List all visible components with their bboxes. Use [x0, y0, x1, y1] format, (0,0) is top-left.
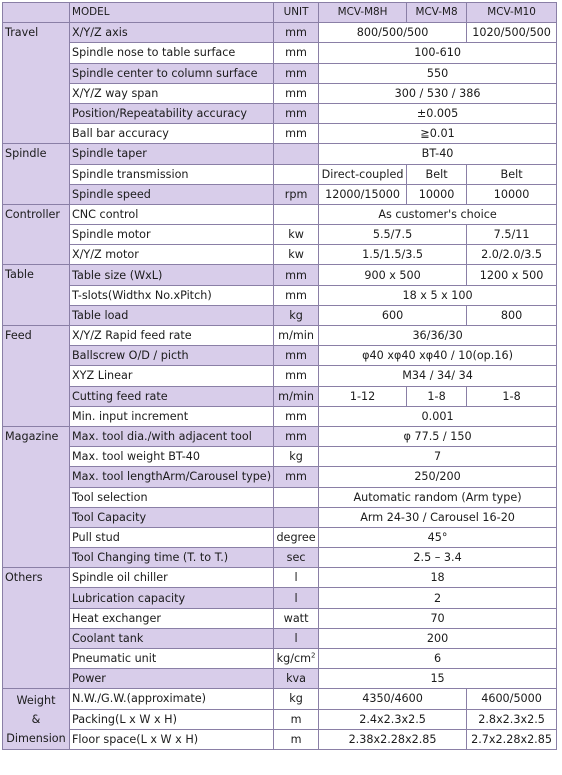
value-cell: 1-8: [467, 386, 557, 406]
item-label: Tool selection: [70, 487, 274, 507]
unit-cell: [274, 729, 319, 749]
item-label: Cutting feed rate: [70, 386, 274, 406]
item-label: Spindle speed: [70, 184, 274, 204]
spec-row: [3, 63, 557, 83]
group-controller: Controller: [3, 204, 70, 265]
value-cell: Arm 24-30 / Carousel 16-20: [319, 507, 557, 527]
unit-cell: [274, 245, 319, 265]
item-label: Spindle taper: [70, 144, 274, 164]
header-model: MODEL: [70, 3, 274, 23]
item-label: Lubrication capacity: [70, 588, 274, 608]
spec-row: [3, 43, 557, 63]
spec-row: [3, 447, 557, 467]
unit-cell: [274, 83, 319, 103]
value-cell: 70: [319, 608, 557, 628]
spec-row: [3, 225, 557, 245]
spec-row: [3, 184, 557, 204]
spec-row: [3, 406, 557, 426]
spec-row: [3, 144, 557, 164]
unit-cell: [274, 649, 319, 669]
item-label: Spindle transmission: [70, 164, 274, 184]
unit-superscript: 2: [311, 651, 316, 660]
unit-cell: [274, 23, 319, 43]
unit-cell: [274, 204, 319, 224]
unit-text: mm: [285, 288, 307, 302]
spec-row: [3, 669, 557, 689]
unit-cell: [274, 144, 319, 164]
value-cell: 2.38x2.28x2.85: [319, 729, 467, 749]
unit-text: mm: [285, 268, 307, 282]
spec-row: [3, 709, 557, 729]
unit-text: mm: [285, 349, 307, 363]
unit-cell: [274, 568, 319, 588]
value-cell: φ 77.5 / 150: [319, 426, 557, 446]
value-cell: 800/500/500: [319, 23, 467, 43]
spec-row: [3, 326, 557, 346]
value-cell: 250/200: [319, 467, 557, 487]
item-label: Heat exchanger: [70, 608, 274, 628]
value-cell: Belt: [407, 164, 467, 184]
unit-cell: [274, 265, 319, 285]
value-cell: 4600/5000: [467, 689, 557, 709]
item-label: Floor space(L x W x H): [70, 729, 274, 749]
item-label: Table size (WxL): [70, 265, 274, 285]
value-cell: 2.5 – 3.4: [319, 548, 557, 568]
value-cell: 550: [319, 63, 557, 83]
spec-row: [3, 588, 557, 608]
item-label: Pull stud: [70, 527, 274, 547]
unit-text: kg: [289, 450, 303, 464]
value-cell: 1020/500/500: [467, 23, 557, 43]
item-label: T-slots(Widthx No.xPitch): [70, 285, 274, 305]
item-label: Max. tool dia./with adjacent tool: [70, 426, 274, 446]
value-cell: 0.001: [319, 406, 557, 426]
value-cell: M34 / 34/ 34: [319, 366, 557, 386]
unit-text: l: [294, 631, 298, 645]
spec-row: [3, 729, 557, 749]
unit-text: mm: [285, 46, 307, 60]
item-label: X/Y/Z axis: [70, 23, 274, 43]
header-unit: UNIT: [274, 3, 319, 23]
value-cell: 12000/15000: [319, 184, 407, 204]
item-label: X/Y/Z way span: [70, 83, 274, 103]
unit-text: kw: [288, 228, 304, 242]
unit-cell: [274, 689, 319, 709]
value-cell: 1.5/1.5/3.5: [319, 245, 467, 265]
value-cell: 2: [319, 588, 557, 608]
group-weight-line: &: [31, 712, 41, 726]
spec-table-body: [3, 3, 557, 750]
unit-cell: [274, 487, 319, 507]
item-label: Ballscrew O/D / picth: [70, 346, 274, 366]
spec-row: [3, 426, 557, 446]
unit-text: m: [290, 712, 302, 726]
spec-row: [3, 366, 557, 386]
value-cell: 36/36/30: [319, 326, 557, 346]
value-cell: 18 x 5 x 100: [319, 285, 557, 305]
unit-cell: [274, 164, 319, 184]
unit-text: rpm: [284, 187, 308, 201]
unit-cell: [274, 588, 319, 608]
value-cell: 100-610: [319, 43, 557, 63]
unit-text: kg/cm: [276, 652, 312, 666]
spec-row: [3, 164, 557, 184]
unit-text: m/min: [278, 329, 314, 343]
unit-cell: [274, 669, 319, 689]
item-label: Tool Changing time (T. to T.): [70, 548, 274, 568]
value-cell: 900 x 500: [319, 265, 467, 285]
group-weight-line: Dimension: [6, 731, 66, 745]
spec-row: [3, 204, 557, 224]
unit-cell: [274, 225, 319, 245]
unit-text: m/min: [278, 389, 314, 403]
unit-cell: [274, 124, 319, 144]
unit-cell: [274, 326, 319, 346]
item-label: Ball bar accuracy: [70, 124, 274, 144]
unit-cell: [274, 63, 319, 83]
spec-row: [3, 568, 557, 588]
unit-cell: [274, 709, 319, 729]
value-cell: 2.7x2.28x2.85: [467, 729, 557, 749]
header-model-3: MCV-M10: [467, 3, 557, 23]
item-label: Position/Repeatability accuracy: [70, 103, 274, 123]
item-label: Spindle center to column surface: [70, 63, 274, 83]
header-model-1: MCV-M8H: [319, 3, 407, 23]
item-label: Spindle nose to table surface: [70, 43, 274, 63]
value-cell: Direct-coupled: [319, 164, 407, 184]
unit-text: mm: [285, 409, 307, 423]
unit-cell: [274, 548, 319, 568]
value-cell: 300 / 530 / 386: [319, 83, 557, 103]
item-label: Tool Capacity: [70, 507, 274, 527]
unit-cell: [274, 426, 319, 446]
value-cell: 10000: [467, 184, 557, 204]
spec-row: [3, 548, 557, 568]
unit-text: kg: [289, 692, 303, 706]
value-cell: 2.4x2.3x2.5: [319, 709, 467, 729]
spec-row: [3, 507, 557, 527]
unit-cell: [274, 43, 319, 63]
unit-text: mm: [285, 369, 307, 383]
group-weight-line: Weight: [16, 693, 56, 707]
value-cell: 2.0/2.0/3.5: [467, 245, 557, 265]
item-label: Packing(L x W x H): [70, 709, 274, 729]
header-model-2: MCV-M8: [407, 3, 467, 23]
item-label: X/Y/Z motor: [70, 245, 274, 265]
group-weight: [3, 689, 70, 750]
unit-text: kg: [289, 308, 303, 322]
group-others: Others: [3, 568, 70, 689]
item-label: Max. tool lengthArm/Carousel type): [70, 467, 274, 487]
item-label: Power: [70, 669, 274, 689]
item-label: N.W./G.W.(approximate): [70, 689, 274, 709]
item-label: Coolant tank: [70, 628, 274, 648]
group-travel: Travel: [3, 23, 70, 144]
unit-cell: [274, 346, 319, 366]
spec-row: [3, 305, 557, 325]
unit-text: degree: [276, 530, 316, 544]
spec-row: [3, 346, 557, 366]
value-cell: 1-8: [407, 386, 467, 406]
header-row: [3, 3, 557, 23]
unit-cell: [274, 467, 319, 487]
item-label: Pneumatic unit: [70, 649, 274, 669]
item-label: CNC control: [70, 204, 274, 224]
group-feed: Feed: [3, 326, 70, 427]
item-label: Table load: [70, 305, 274, 325]
unit-cell: [274, 366, 319, 386]
value-cell: 45°: [319, 527, 557, 547]
spec-row: [3, 103, 557, 123]
unit-text: mm: [285, 470, 307, 484]
group-magazine: Magazine: [3, 426, 70, 567]
value-cell: 1200 x 500: [467, 265, 557, 285]
value-cell: 600: [319, 305, 467, 325]
value-cell: 200: [319, 628, 557, 648]
unit-text: m: [290, 732, 302, 746]
value-cell: BT-40: [319, 144, 557, 164]
unit-cell: [274, 184, 319, 204]
unit-text: mm: [285, 86, 307, 100]
unit-text: kw: [288, 248, 304, 262]
spec-row: [3, 487, 557, 507]
unit-text: mm: [285, 26, 307, 40]
unit-cell: [274, 305, 319, 325]
unit-cell: [274, 386, 319, 406]
value-cell: 5.5/7.5: [319, 225, 467, 245]
spec-row: [3, 285, 557, 305]
group-spindle: Spindle: [3, 144, 70, 205]
spec-row: [3, 628, 557, 648]
spec-row: [3, 608, 557, 628]
spec-row: [3, 689, 557, 709]
group-table: Table: [3, 265, 70, 326]
item-label: Min. input increment: [70, 406, 274, 426]
value-cell: 4350/4600: [319, 689, 467, 709]
value-cell: As customer's choice: [319, 204, 557, 224]
unit-text: l: [294, 591, 298, 605]
unit-cell: [274, 103, 319, 123]
spec-row: [3, 649, 557, 669]
spec-row: [3, 245, 557, 265]
unit-text: mm: [285, 430, 307, 444]
unit-cell: [274, 608, 319, 628]
spec-row: [3, 527, 557, 547]
spec-table: [2, 2, 557, 750]
spec-row: [3, 124, 557, 144]
unit-cell: [274, 285, 319, 305]
value-cell: ≧0.01: [319, 124, 557, 144]
unit-text: l: [294, 571, 298, 585]
value-cell: 2.8x2.3x2.5: [467, 709, 557, 729]
unit-text: kva: [286, 672, 307, 686]
spec-row: [3, 23, 557, 43]
value-cell: φ40 xφ40 xφ40 / 10(op.16): [319, 346, 557, 366]
item-label: XYZ Linear: [70, 366, 274, 386]
value-cell: 18: [319, 568, 557, 588]
unit-cell: [274, 628, 319, 648]
item-label: Max. tool weight BT-40: [70, 447, 274, 467]
spec-row: [3, 83, 557, 103]
value-cell: 7.5/11: [467, 225, 557, 245]
value-cell: 1-12: [319, 386, 407, 406]
value-cell: Belt: [467, 164, 557, 184]
spec-row: [3, 265, 557, 285]
value-cell: ±0.005: [319, 103, 557, 123]
value-cell: 10000: [407, 184, 467, 204]
item-label: X/Y/Z Rapid feed rate: [70, 326, 274, 346]
unit-text: watt: [283, 611, 309, 625]
unit-text: sec: [286, 551, 306, 565]
header-corner: [3, 3, 70, 23]
value-cell: 6: [319, 649, 557, 669]
value-cell: 800: [467, 305, 557, 325]
value-cell: Automatic random (Arm type): [319, 487, 557, 507]
unit-cell: [274, 507, 319, 527]
spec-row: [3, 386, 557, 406]
unit-text: mm: [285, 127, 307, 141]
unit-cell: [274, 527, 319, 547]
value-cell: 7: [319, 447, 557, 467]
item-label: Spindle motor: [70, 225, 274, 245]
unit-text: mm: [285, 66, 307, 80]
value-cell: 15: [319, 669, 557, 689]
item-label: Spindle oil chiller: [70, 568, 274, 588]
spec-row: [3, 467, 557, 487]
unit-cell: [274, 447, 319, 467]
unit-text: mm: [285, 107, 307, 121]
unit-cell: [274, 406, 319, 426]
